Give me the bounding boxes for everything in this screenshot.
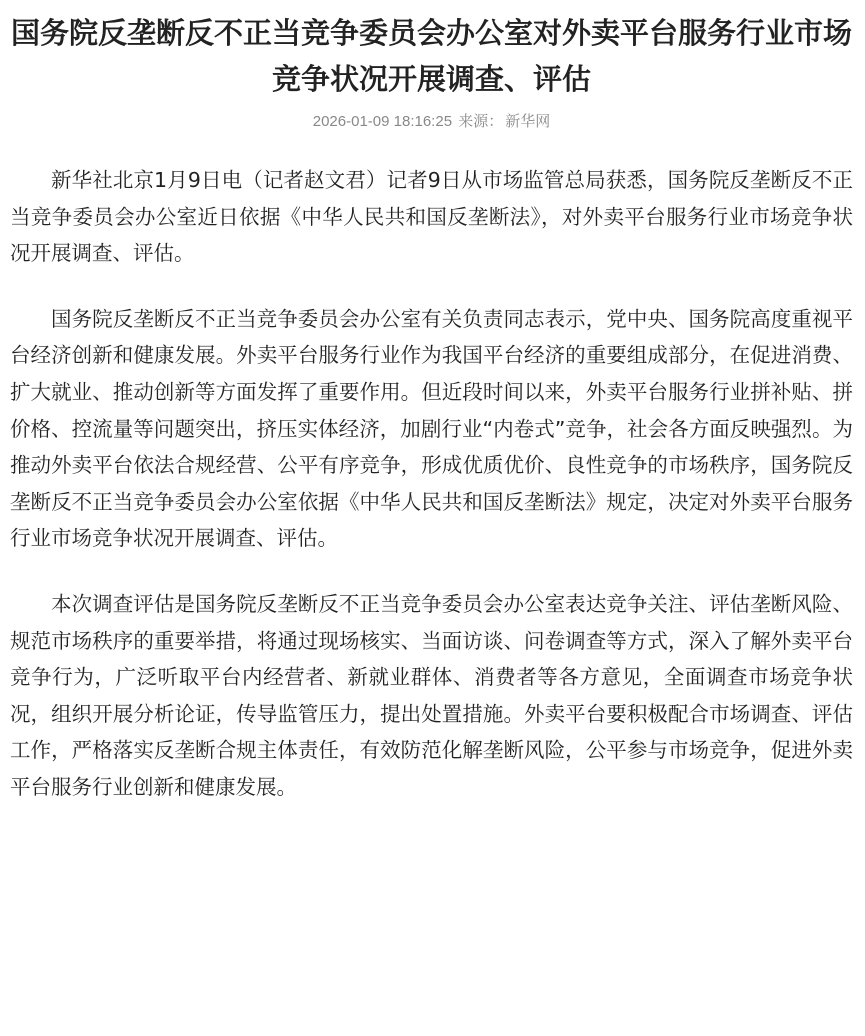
source-label: 来源： xyxy=(458,113,504,130)
article-title: 国务院反垄断反不正当竞争委员会办公室对外卖平台服务行业市场竞争状况开展调查、评估 xyxy=(10,16,852,96)
article-paragraph: 国务院反垄断反不正当竞争委员会办公室有关负责同志表示，党中央、国务院高度重视平台经济创新和健康发展。外卖平台服务行业作为我国平台经济的重要组成部分，在促进消费、扩大就业、推动创新等方面发挥了重要作用。但近段时间以来，外卖平台服务行业拼补贴、拼价格、控流量等问题突出，挤压实体经济，加剧行业“内卷式”竞争，社会各方面反映强烈。为推动外卖平台依法合规经营、公平有序竞争，形成优质优价、良性竞争的市场秩序，国务院反垄断反不正当竞争委员会办公室依据《中华人民共和国反垄断法》规定，决定对外卖平台服务行业市场竞争状况开展调查、评估。 xyxy=(10,306,853,551)
article-meta xyxy=(10,112,853,132)
publish-datetime: 2026-01-09 18:16:25 xyxy=(312,113,453,130)
article-paragraph: 本次调查评估是国务院反垄断反不正当竞争委员会办公室表达竞争关注、评估垄断风险、规范市场秩序的重要举措，将通过现场核实、当面访谈、问卷调查等方式，深入了解外卖平台竞争行为，广泛听取平台内经营者、新就业群体、消费者等各方意见，全面调查市场竞争状况，组织开展分析论证，传导监管压力，提出处置措施。外卖平台要积极配合市场调查、评估工作，严格落实反垄断合规主体责任，有效防范化解垄断风险，公平参与市场竞争，促进外卖平台服务行业创新和健康发展。 xyxy=(10,591,853,799)
source-name: 新华网 xyxy=(505,113,551,130)
article-body xyxy=(10,162,853,806)
article-paragraph: 新华社北京1月9日电（记者赵文君）记者9日从市场监管总局获悉，国务院反垄断反不正当竞争委员会办公室近日依据《中华人民共和国反垄断法》，对外卖平台服务行业市场竞争状况开展调查、评估。 xyxy=(10,168,853,266)
